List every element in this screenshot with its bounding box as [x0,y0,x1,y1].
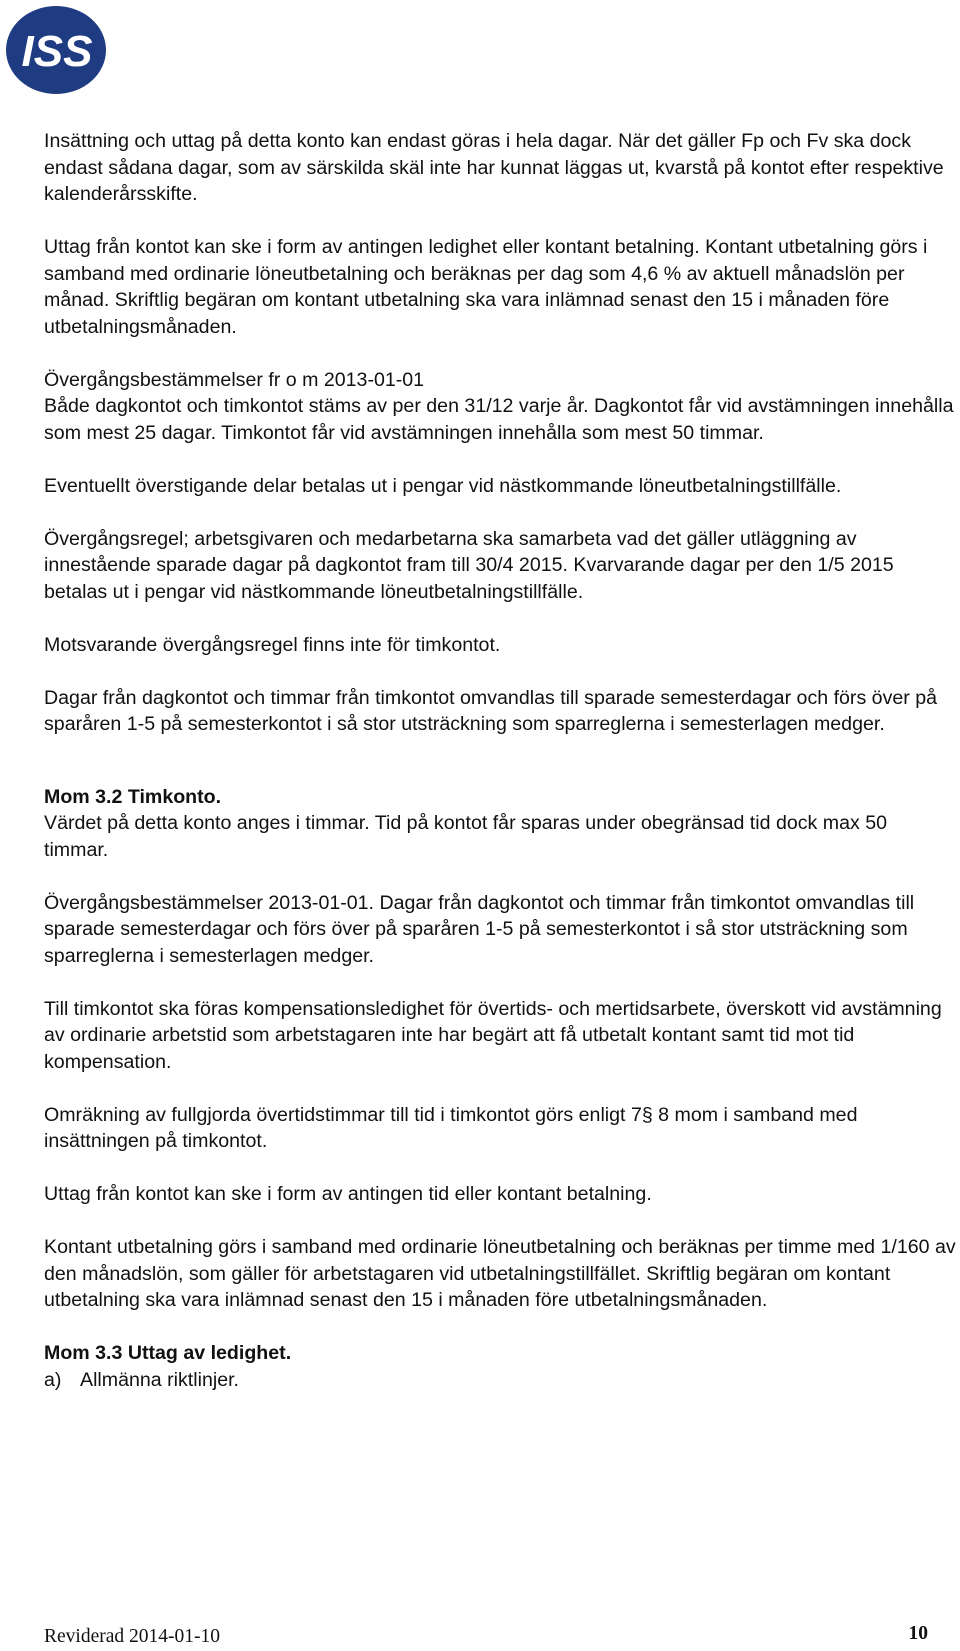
footer-revision-date: Reviderad 2014-01-10 [44,1626,220,1647]
paragraph-transition-2013: Övergångsbestämmelser 2013-01-01. Dagar från dagkontot och timmar från timkontot omvandlas till sparade semesterdagar och förs över på sparåren 1-5 på semesterkontot i så stor utsträckning som sparreglerna i semesterlagen medger. [44,891,915,967]
paragraph-reconciliation: Både dagkontot och timkontot stäms av per den 31/12 varje år. Dagkontot får vid avstämningen innehålla som mest 25 dagar. Timkontot får vid avstämningen innehålla som mest 50 timmar. [44,395,954,444]
section-heading-mom-3-3: Mom 3.3 Uttag av ledighet. [44,1342,292,1364]
footer-page-number: 10 [908,1623,928,1644]
transition-heading-2013: Övergångsbestämmelser fr o m 2013-01-01 [44,368,425,391]
paragraph-hour-account-value: Värdet på detta konto anges i timmar. Tid på kontot får sparas under obegränsad tid dock max 50 timmar. [44,812,888,861]
paragraph-cash-payment: Kontant utbetalning görs i samband med ordinarie löneutbetalning och beräknas per timme med 1/160 av den månadslön, som gäller för arbetstagaren vid utbetalningstillfället. Skriftlig begäran om kontant utbetalning ska vara inlämnad senast den 15 i månaden före utbetalningsmånaden. [44,1236,956,1311]
paragraph-overtime-conversion: Omräkning av fullgjorda övertidstimmar till tid i timkontot görs enligt 7§ 8 mom i samband med insättningen på timkontot. [44,1103,858,1152]
paragraph-transition-rule: Övergångsregel; arbetsgivaren och medarbetarna ska samarbeta vad det gäller utläggning av innestående sparade dagar på dagkontot fram till 30/4 2015. Kvarvarande dagar per den 1/5 2015 betalas ut i pengar vid nästkommande löneutbetalningstillfälle. [44,527,894,603]
list-item-a [44,1367,956,1394]
paragraph-deposits-withdrawals: Insättning och uttag på detta konto kan endast göras i hela dagar. När det gäller Fp och Fv ska dock endast sådana dagar, som av särskilda skäl inte har kunnat läggas ut, kvarstå på kontot efter respektive kalenderårsskifte. [44,130,944,205]
paragraph-withdrawal-forms: Uttag från kontot kan ske i form av antingen ledighet eller kontant betalning. Kontant utbetalning görs i samband med ordinarie löneutbetalning och beräknas per dag som 4,6 % av aktuell månadslön per månad. Skriftlig begäran om kontant utbetalning ska vara inlämnad senast den 15 i månaden före utbetalningsmånaden. [44,236,928,338]
paragraph-conversion: Dagar från dagkontot och timmar från timkontot omvandlas till sparade semesterdagar och förs över på sparåren 1-5 på semesterkontot i så stor utsträckning som sparreglerna i semesterlagen medger. [44,686,938,735]
paragraph-no-hour-rule: Motsvarande övergångsregel finns inte för timkontot. [44,633,501,656]
logo-text: ISS [21,27,93,76]
list-item-text: Allmänna riktlinjer. [80,1368,239,1391]
paragraph-excess-payment: Eventuellt överstigande delar betalas ut i pengar vid nästkommande löneutbetalningstillfälle. [44,474,842,497]
section-heading-mom-3-2: Mom 3.2 Timkonto. [44,785,222,808]
list-marker: a) [44,1368,62,1391]
document-body [44,128,956,1393]
iss-logo [4,4,108,96]
iss-logo-icon [4,4,108,96]
paragraph-hour-withdrawal: Uttag från kontot kan ske i form av antingen tid eller kontant betalning. [44,1183,652,1205]
paragraph-compensation-leave: Till timkontot ska föras kompensationsledighet för övertids- och mertidsarbete, överskott vid avstämning av ordinarie arbetstid som arbetstagaren inte har begärt att få utbetalt kontant samt tid mot tid kompensation. [44,997,942,1073]
